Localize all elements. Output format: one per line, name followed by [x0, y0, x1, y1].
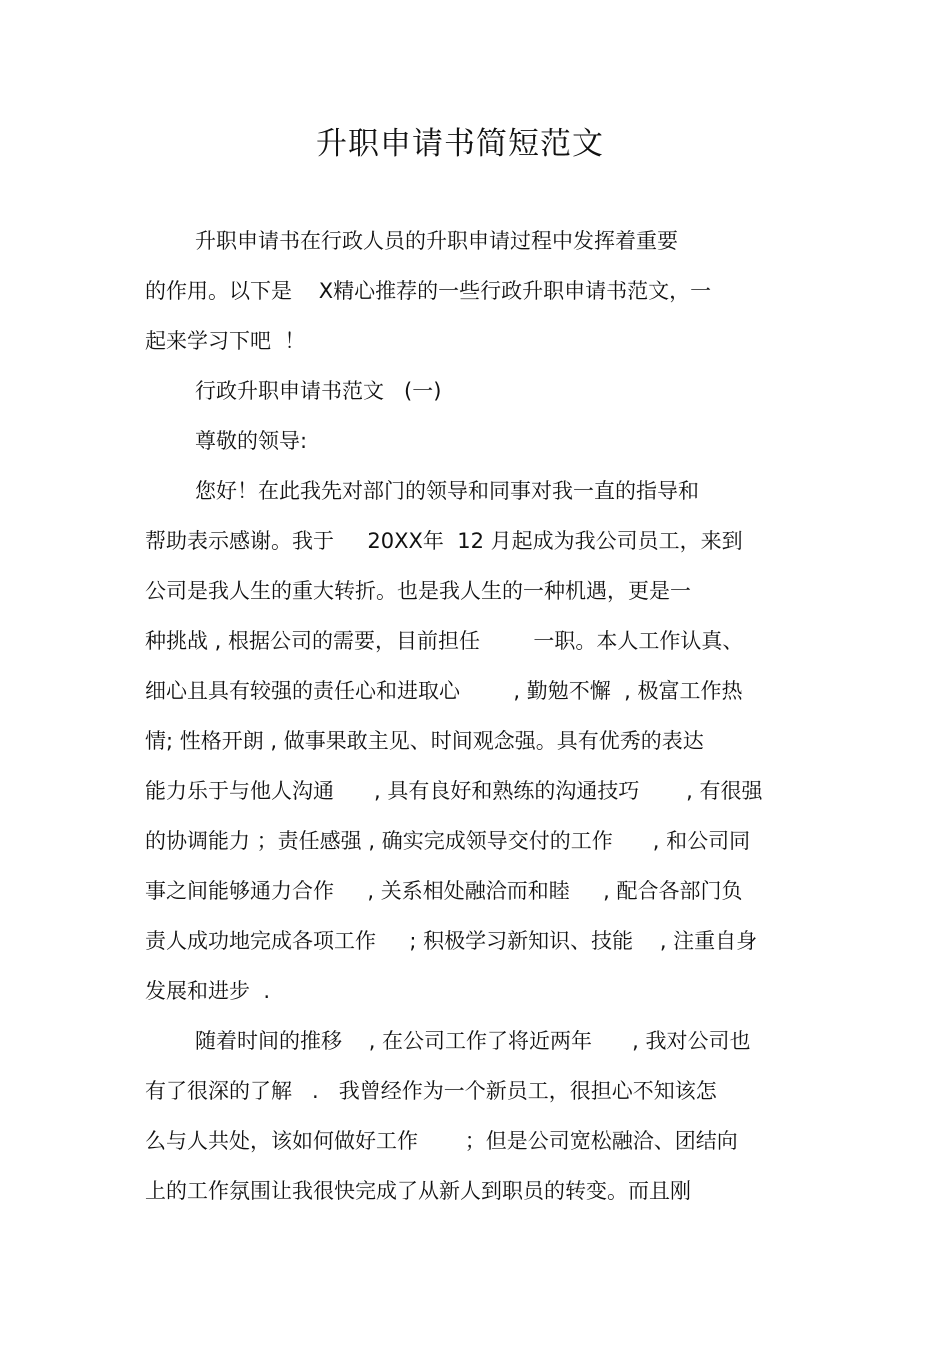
- paragraph-line: 帮助表示感谢。我于 20XX年 12 月起成为我公司员工，来到: [145, 529, 743, 553]
- paragraph-line: 么与人共处，该如何做好工作 ；但是公司宽松融洽、团结向: [145, 1129, 738, 1153]
- paragraph-line: 能力乐于与他人沟通 , 具有良好和熟练的沟通技巧 , 有很强: [145, 779, 763, 803]
- paragraph-line: 公司是我人生的重大转折。也是我人生的一种机遇，更是一: [145, 579, 691, 603]
- paragraph-line: 事之间能够通力合作 , 关系相处融洽而和睦 , 配合各部门负: [145, 879, 743, 903]
- document-title: 升职申请书简短范文: [316, 126, 604, 162]
- paragraph-line: 细心且具有较强的责任心和进取心 , 勤勉不懈 , 极富工作热: [145, 679, 743, 703]
- paragraph-line: 随着时间的推移 , 在公司工作了将近两年 , 我对公司也: [195, 1029, 751, 1053]
- paragraph-line: 责人成功地完成各项工作 ; 积极学习新知识、技能 , 注重自身: [145, 929, 758, 953]
- salutation: 尊敬的领导:: [195, 429, 308, 453]
- paragraph-line: 上的工作氛围让我很快完成了从新人到职员的转变。而且刚: [145, 1179, 691, 1203]
- paragraph-line: 发展和进步 .: [145, 979, 271, 1003]
- paragraph-line: 的作用。以下是 X精心推荐的一些行政升职申请书范文，一: [145, 279, 712, 303]
- paragraph-line: 起来学习下吧 ！: [145, 329, 306, 353]
- paragraph-line: 种挑战 , 根据公司的需要，目前担任 一职。本人工作认真、: [145, 629, 744, 653]
- paragraph-line: 升职申请书在行政人员的升职申请过程中发挥着重要: [195, 229, 678, 253]
- section-heading: 行政升职申请书范文 (一): [195, 379, 442, 403]
- paragraph-line: 情; 性格开朗 , 做事果敢主见、时间观念强。具有优秀的表达: [145, 729, 704, 753]
- paragraph-line: 的协调能力 ；责任感强 , 确实完成领导交付的工作 , 和公司同: [145, 829, 751, 853]
- paragraph-line: 有了很深的了解 . 我曾经作为一个新员工，很担心不知该怎: [145, 1079, 717, 1103]
- paragraph-line: 您好！在此我先对部门的领导和同事对我一直的指导和: [195, 479, 699, 503]
